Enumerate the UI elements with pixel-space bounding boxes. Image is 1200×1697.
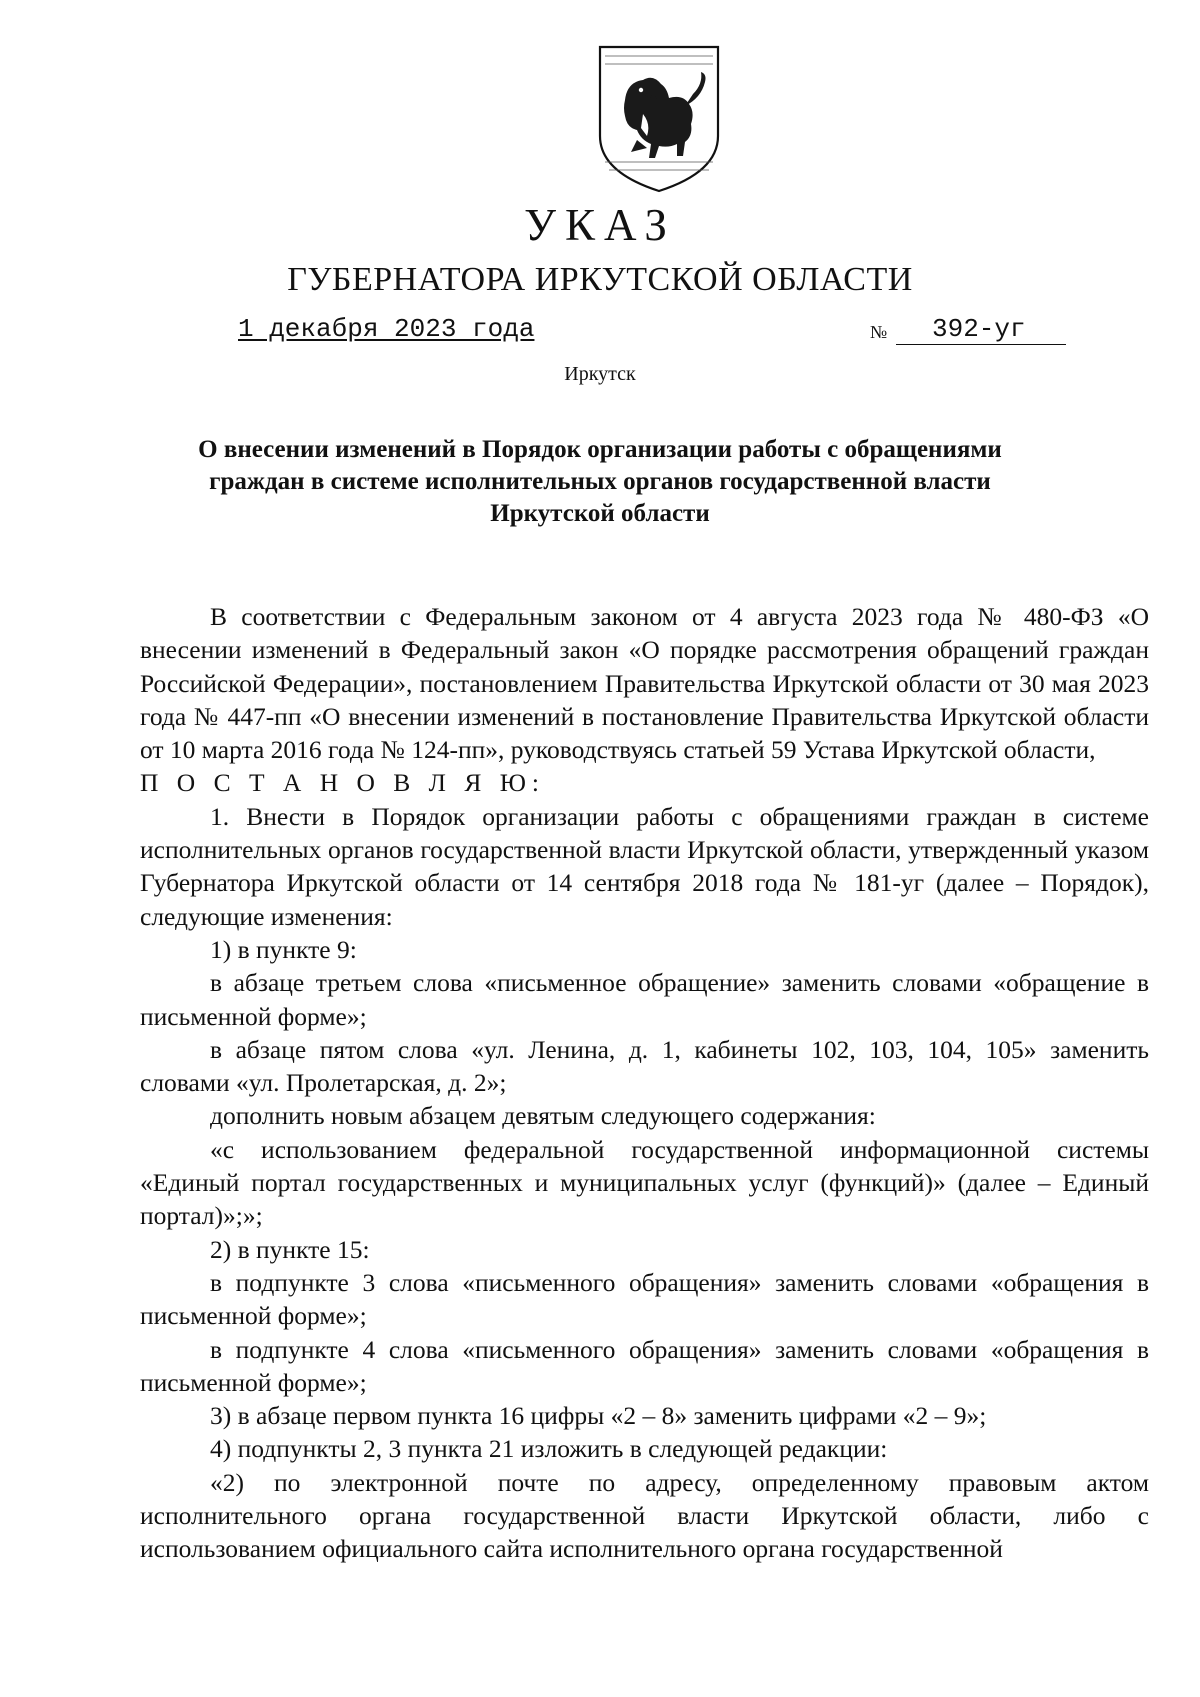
body-paragraph: 1. Внести в Порядок организации работы с обращениями граждан в системе исполнительных органов государственной власти Иркутской области, утвержденный указом Губернатора Иркутской области от 14 сентября 2018 года № 181-уг (далее – Порядок), следующие изменения: [140,801,1149,931]
document-title-line: Иркутской области [490,500,710,527]
document-title-line: граждан в системе исполнительных органов государственной власти [209,468,991,495]
document-kind-heading: УКАЗ [524,200,676,250]
body-paragraph: дополнить новым абзацем девятым следующего содержания: [210,1101,876,1131]
body-paragraph: 2) в пункте 15: [210,1234,370,1264]
body-paragraph: в подпункте 4 слова «письменного обращения» заменить словами «обращения в письменной форме»; [140,1334,1149,1397]
document-title [140,434,1060,530]
body-paragraph: «2) по электронной почте по адресу, определенному правовым актом исполнительного органа государственной власти Иркутской области, либо с использованием официального сайта исполнительного органа государственной [140,1467,1149,1564]
document-number [870,314,1066,346]
document-number-value: 392-уг [932,314,1026,344]
document-date-value: 1 декабря 2023 года [238,314,535,344]
document-title-line: О внесении изменений в Порядок организации работы с обращениями [198,436,1002,463]
coat-of-arms-icon [597,44,721,194]
coat-of-arms-emblem [597,44,721,194]
decree-word: П О С Т А Н О В Л Я Ю: [140,768,546,798]
body-paragraph: в подпункте 3 слова «письменного обращения» заменить словами «обращения в письменной форме»; [140,1267,1149,1331]
body-paragraph: 3) в абзаце первом пункта 16 цифры «2 – 8» заменить цифрами «2 – 9»; [210,1401,987,1431]
issuer-heading: ГУБЕРНАТОРА ИРКУТСКОЙ ОБЛАСТИ [287,261,913,298]
number-sign: № [870,322,888,342]
document-body [140,600,1149,1566]
body-paragraph: 1) в пункте 9: [210,934,357,964]
document-city: Иркутск [564,363,636,385]
body-paragraph: в абзаце третьем слова «письменное обращение» заменить словами «обращение в письменной форме»; [140,968,1149,1031]
body-paragraph: 4) подпункты 2, 3 пункта 21 изложить в следующей редакции: [210,1434,888,1464]
body-paragraph: в абзаце пятом слова «ул. Ленина, д. 1, кабинеты 102, 103, 104, 105» заменить словами «ул. Пролетарская, д. 2»; [140,1034,1149,1098]
number-underline [896,344,1066,345]
document-date [238,314,534,344]
body-paragraph: «с использованием федеральной государственной информационной системы «Единый портал государственных и муниципальных услуг (функций)» (далее – Единый портал)»;»; [140,1134,1149,1231]
preamble-paragraph: В соответствии с Федеральным законом от 4 августа 2023 года № 480-ФЗ «О внесении изменений в Федеральный закон «О порядке рассмотрения обращений граждан Российской Федерации», постановлением Правительства Иркутской области от 30 мая 2023 года № 447-пп «О внесении изменений в постановление Правительства Иркутской области от 10 марта 2016 года № 124-пп», руководствуясь статьей 59 Устава Иркутской области, [140,602,1149,765]
